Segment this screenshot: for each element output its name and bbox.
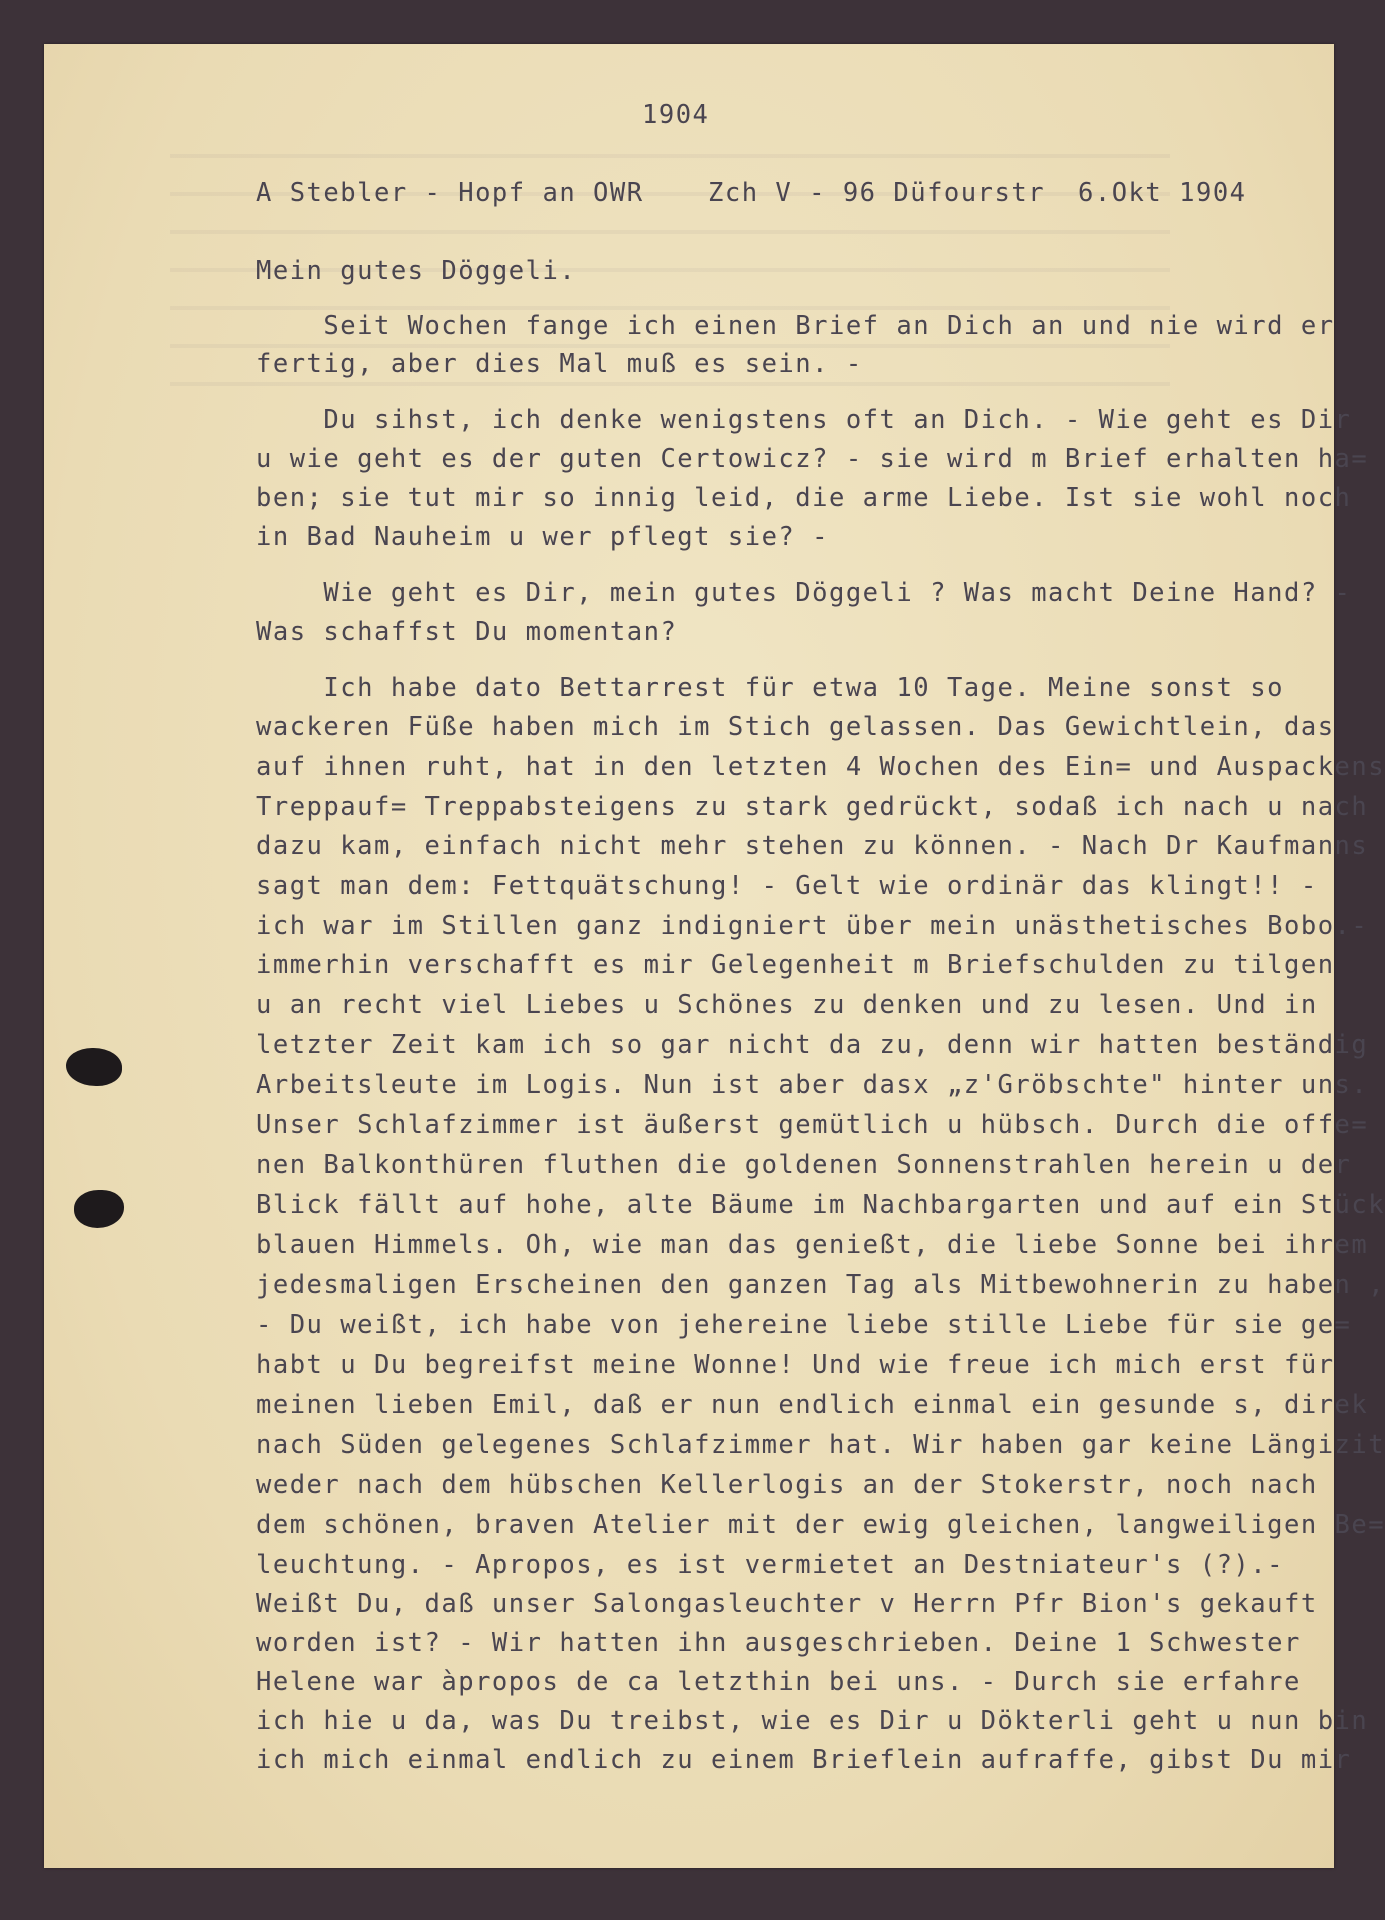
text-line: blauen Himmels. Oh, wie man das genießt, die liebe Sonne bei ihrem <box>256 1230 1369 1260</box>
text-line: Arbeitsleute im Logis. Nun ist aber dasx „z'Gröbschte" hinter uns. <box>256 1070 1369 1100</box>
text-line: ben; sie tut mir so innig leid, die arme Liebe. Ist sie wohl noch <box>256 483 1352 513</box>
text-line: - Du weißt, ich habe von jehereine liebe stille Liebe für sie ge= <box>256 1310 1352 1340</box>
text-line: nen Balkonthüren fluthen die goldenen Sonnenstrahlen herein u der <box>256 1150 1352 1180</box>
text-line: wackeren Füße haben mich im Stich gelassen. Das Gewichtlein, das <box>256 712 1335 742</box>
text-line: u an recht viel Liebes u Schönes zu denken und zu lesen. Und in <box>256 990 1318 1020</box>
header-address: Zch V - 96 Düfourstr <box>708 178 1046 208</box>
text-line: Unser Schlafzimmer ist äußerst gemütlich u hübsch. Durch die offe= <box>256 1110 1369 1140</box>
text-line: Weißt Du, daß unser Salongasleuchter v Herrn Pfr Bion's gekauft <box>256 1589 1318 1619</box>
text-line: ich war im Stillen ganz indigniert über mein unästhetisches Bobo.- <box>256 911 1369 941</box>
text-line: Blick fällt auf hohe, alte Bäume im Nachbargarten und auf ein Stück <box>256 1190 1385 1220</box>
text-line: auf ihnen ruht, hat in den letzten 4 Wochen des Ein= und Auspackens <box>256 752 1385 782</box>
text-line: Treppauf= Treppabsteigens zu stark gedrückt, sodaß ich nach u nach <box>256 792 1369 822</box>
text-line: Seit Wochen fange ich einen Brief an Dich an und nie wird er <box>256 311 1335 341</box>
text-line: fertig, aber dies Mal muß es sein. - <box>256 349 863 379</box>
text-line: meinen lieben Emil, daß er nun endlich einmal ein gesunde s, direk <box>256 1390 1369 1420</box>
text-line: leuchtung. - Apropos, es ist vermietet an Destniateur's (?).- <box>256 1550 1284 1580</box>
text-line: Was schaffst Du momentan? <box>256 617 678 647</box>
letter-body <box>256 0 1385 1775</box>
text-line: habt u Du begreifst meine Wonne! Und wie freue ich mich erst für <box>256 1350 1335 1380</box>
text-line: Wie geht es Dir, mein gutes Döggeli ? Was macht Deine Hand? - <box>256 578 1352 608</box>
text-line: weder nach dem hübschen Kellerlogis an der Stokerstr, noch nach <box>256 1470 1318 1500</box>
header-sender: A Stebler - Hopf an OWR <box>256 178 644 208</box>
text-line: Ich habe dato Bettarrest für etwa 10 Tage. Meine sonst so <box>256 673 1284 703</box>
salutation: Mein gutes Döggeli. <box>256 256 577 286</box>
text-line: sagt man dem: Fettquätschung! - Gelt wie ordinär das klingt!! - <box>256 871 1318 901</box>
text-line: letzter Zeit kam ich so gar nicht da zu, denn wir hatten beständig <box>256 1030 1369 1060</box>
header-date: 6.Okt 1904 <box>1078 178 1247 208</box>
text-line: jedesmaligen Erscheinen den ganzen Tag als Mitbewohnerin zu haben , <box>256 1270 1385 1300</box>
text-line: dazu kam, einfach nicht mehr stehen zu können. - Nach Dr Kaufmanns <box>256 831 1369 861</box>
text-line: u wie geht es der guten Certowicz? - sie wird m Brief erhalten ha= <box>256 444 1369 474</box>
text-line: Du sihst, ich denke wenigstens oft an Dich. - Wie geht es Dir <box>256 405 1352 435</box>
text-line: in Bad Nauheim u wer pflegt sie? - <box>256 522 829 552</box>
text-line: worden ist? - Wir hatten ihn ausgeschrieben. Deine 1 Schwester <box>256 1628 1301 1658</box>
text-line: nach Süden gelegenes Schlafzimmer hat. Wir haben gar keine Längizit <box>256 1430 1385 1460</box>
text-line: ich mich einmal endlich zu einem Brieflein aufraffe, gibst Du mir <box>256 1745 1352 1775</box>
text-line: Helene war àpropos de ca letzthin bei uns. - Durch sie erfahre <box>256 1667 1301 1697</box>
page-year: 1904 <box>642 100 710 130</box>
text-line: immerhin verschafft es mir Gelegenheit m Briefschulden zu tilgen <box>256 950 1335 980</box>
punch-hole-upper <box>66 1048 122 1086</box>
text-line: dem schönen, braven Atelier mit der ewig gleichen, langweiligen Be= <box>256 1510 1385 1540</box>
text-line: ich hie u da, was Du treibst, wie es Dir u Dökterli geht u nun bin <box>256 1706 1369 1736</box>
